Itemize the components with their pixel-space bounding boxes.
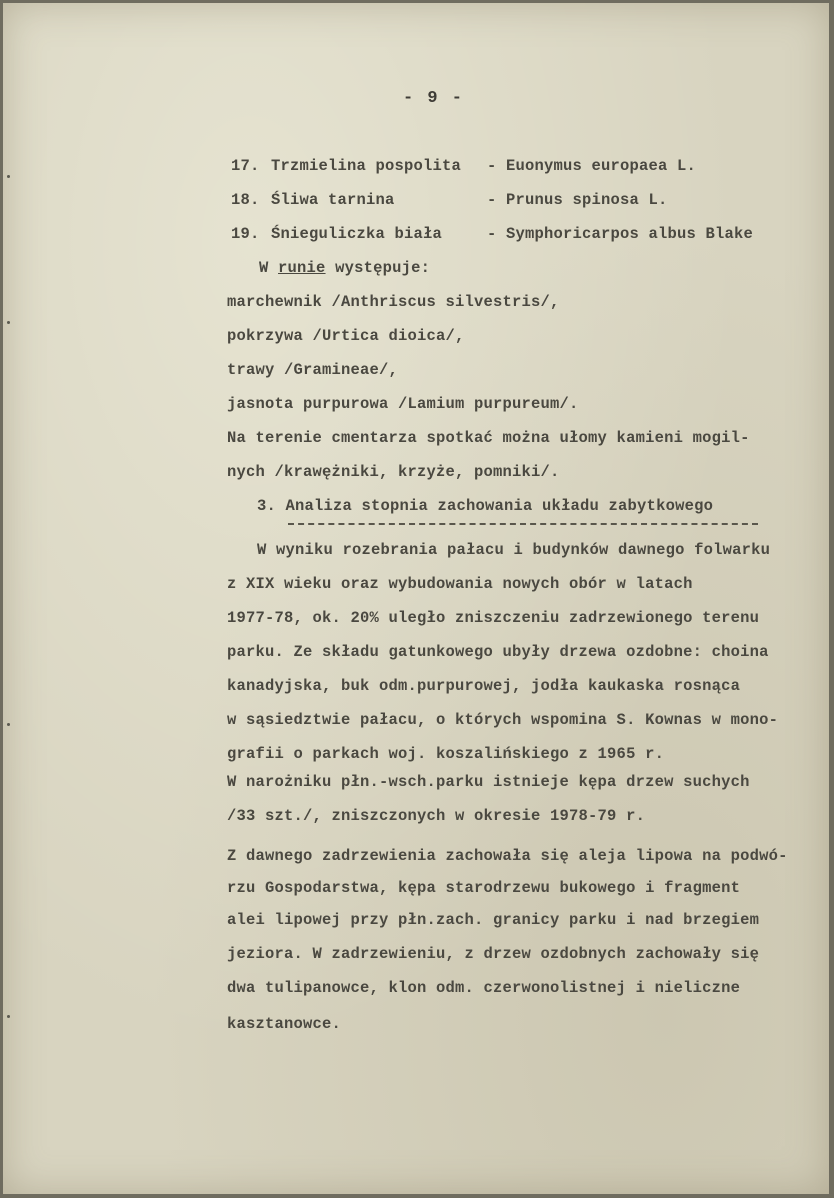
punch-mark (7, 321, 10, 324)
text-line: parku. Ze składu gatunkowego ubyły drzewa ozdobne: choina (227, 643, 769, 661)
species-latin-name: - Symphoricarpos albus Blake (487, 225, 754, 243)
text-line: jeziora. W zadrzewieniu, z drzew ozdobnych zachowały się (227, 945, 760, 963)
punch-mark (7, 1015, 10, 1018)
text-line: 1977-78, ok. 20% uległo zniszczeniu zadrzewionego terenu (227, 609, 760, 627)
text-line: Z dawnego zadrzewienia zachowała się aleja lipowa na podwó- (227, 847, 788, 865)
text-line: dwa tulipanowce, klon odm. czerwonolistnej i nieliczne (227, 979, 741, 997)
document-page (3, 3, 829, 1194)
text-line: W narożniku płn.-wsch.parku istnieje kępa drzew suchych (227, 773, 750, 791)
undergrowth-intro (259, 259, 430, 277)
text-line: grafii o parkach woj. koszalińskiego z 1965 r. (227, 745, 665, 763)
text-line: nych /krawężniki, krzyże, pomniki/. (227, 463, 560, 481)
intro-prefix: W (259, 259, 269, 277)
text-line: alei lipowej przy płn.zach. granicy parku i nad brzegiem (227, 911, 760, 929)
page-number: - 9 - (403, 89, 465, 108)
text-line: W wyniku rozebrania pałacu i budynków dawnego folwarku (257, 541, 771, 559)
undergrowth-item: trawy /Gramineae/, (227, 361, 399, 379)
text-line: rzu Gospodarstwa, kępa starodrzewu bukowego i fragment (227, 879, 741, 897)
species-latin-name: - Prunus spinosa L. (487, 191, 668, 209)
text-line: kanadyjska, buk odm.purpurowej, jodła kaukaska rosnąca (227, 677, 741, 695)
species-number: 18. (231, 191, 260, 209)
punch-mark (7, 723, 10, 726)
species-number: 17. (231, 157, 260, 175)
undergrowth-item: jasnota purpurowa /Lamium purpureum/. (227, 395, 579, 413)
text-line: /33 szt./, zniszczonych w okresie 1978-79 r. (227, 807, 646, 825)
section-heading: 3. Analiza stopnia zachowania układu zabytkowego (257, 497, 714, 515)
text-line: kasztanowce. (227, 1015, 342, 1033)
undergrowth-item: marchewnik /Anthriscus silvestris/, (227, 293, 560, 311)
undergrowth-item: pokrzywa /Urtica dioica/, (227, 327, 465, 345)
text-line: z XIX wieku oraz wybudowania nowych obór w latach (227, 575, 693, 593)
species-polish-name: Trzmielina pospolita (271, 157, 462, 175)
text-line: w sąsiedztwie pałacu, o których wspomina S. Kownas w mono- (227, 711, 779, 729)
intro-suffix: występuje: (335, 259, 431, 277)
species-polish-name: Śnieguliczka biała (271, 225, 443, 243)
text-line: Na terenie cmentarza spotkać można ułomy kamieni mogil- (227, 429, 750, 447)
species-number: 19. (231, 225, 260, 243)
punch-mark (7, 175, 10, 178)
heading-dashed-underline (288, 523, 758, 525)
species-polish-name: Śliwa tarnina (271, 191, 395, 209)
species-latin-name: - Euonymus europaea L. (487, 157, 697, 175)
intro-underlined-word: runie (278, 259, 326, 277)
